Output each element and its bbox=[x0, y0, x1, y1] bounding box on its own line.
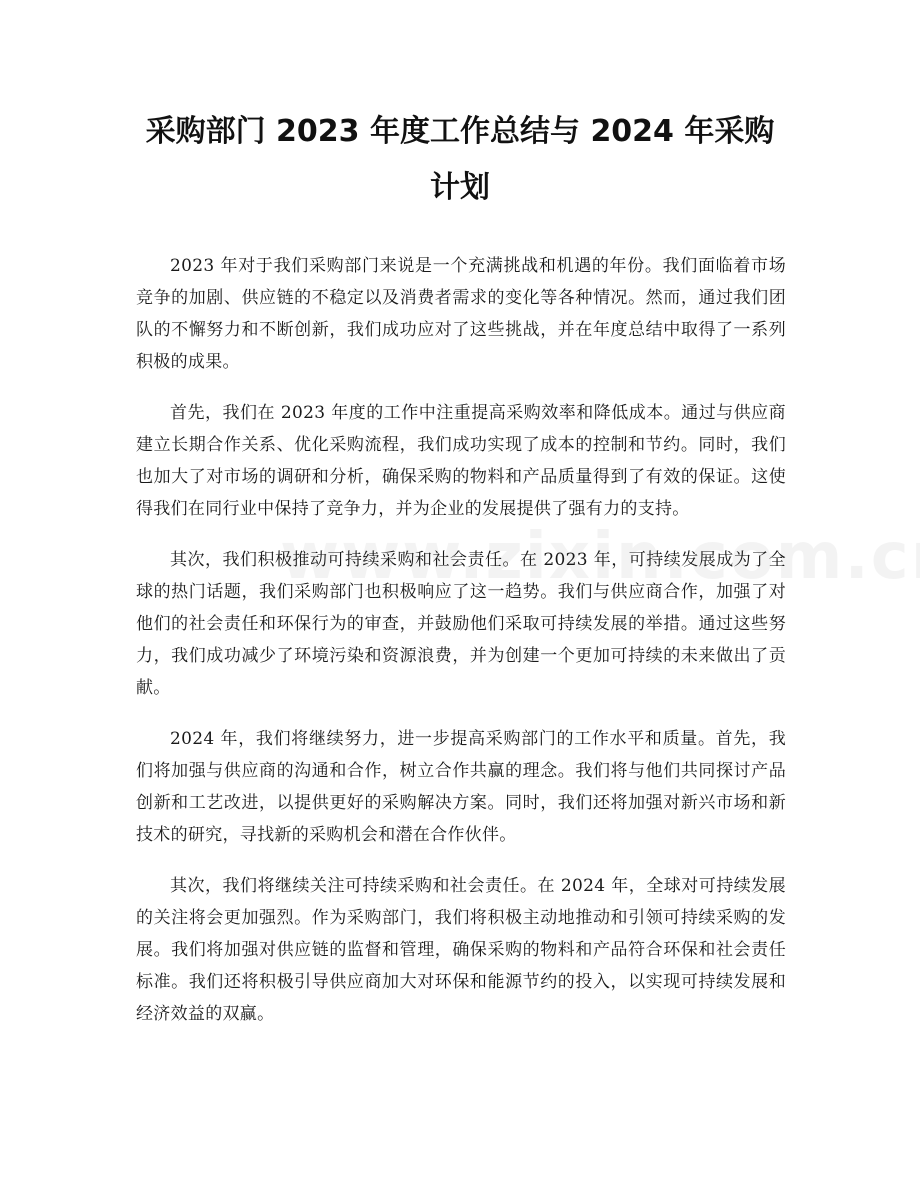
title-line-1: 采购部门 2023 年度工作总结与 2024 年采购 bbox=[145, 114, 775, 149]
title-line-2: 计划 bbox=[430, 170, 490, 205]
paragraph-2: 首先，我们在 2023 年度的工作中注重提高采购效率和降低成本。通过与供应商建立长期合作关系、优化采购流程，我们成功实现了成本的控制和节约。同时，我们也加大了对市场的调研和分析，确保采购的物料和产品质量得到了有效的保证。这使得我们在同行业中保持了竞争力，并为企业的发展提供了强有力的支持。 bbox=[136, 403, 786, 519]
paragraph-4: 2024 年，我们将继续努力，进一步提高采购部门的工作水平和质量。首先，我们将加强与供应商的沟通和合作，树立合作共赢的理念。我们将与他们共同探讨产品创新和工艺改进，以提供更好的采购解决方案。同时，我们还将加强对新兴市场和新技术的研究，寻找新的采购机会和潜在合作伙伴。 bbox=[136, 729, 786, 845]
paragraph-5: 其次，我们将继续关注可持续采购和社会责任。在 2024 年，全球对可持续发展的关注将会更加强烈。作为采购部门，我们将积极主动地推动和引领可持续采购的发展。我们将加强对供应链的监督和管理，确保采购的物料和产品符合环保和社会责任标准。我们还将积极引导供应商加大对环保和能源节约的投入，以实现可持续发展和经济效益的双赢。 bbox=[136, 876, 786, 1024]
paragraph-1: 2023 年对于我们采购部门来说是一个充满挑战和机遇的年份。我们面临着市场竞争的加剧、供应链的不稳定以及消费者需求的变化等各种情况。然而，通过我们团队的不懈努力和不断创新，我们成功应对了这些挑战，并在年度总结中取得了一系列积极的成果。 bbox=[136, 256, 786, 372]
paragraph-3: 其次，我们积极推动可持续采购和社会责任。在 2023 年，可持续发展成为了全球的热门话题，我们采购部门也积极响应了这一趋势。我们与供应商合作，加强了对他们的社会责任和环保行为的审查，并鼓励他们采取可持续发展的举措。通过这些努力，我们成功减少了环境污染和资源浪费，并为创建一个更加可持续的未来做出了贡献。 bbox=[136, 550, 786, 698]
document-body bbox=[136, 250, 786, 1049]
document-title bbox=[110, 104, 810, 216]
